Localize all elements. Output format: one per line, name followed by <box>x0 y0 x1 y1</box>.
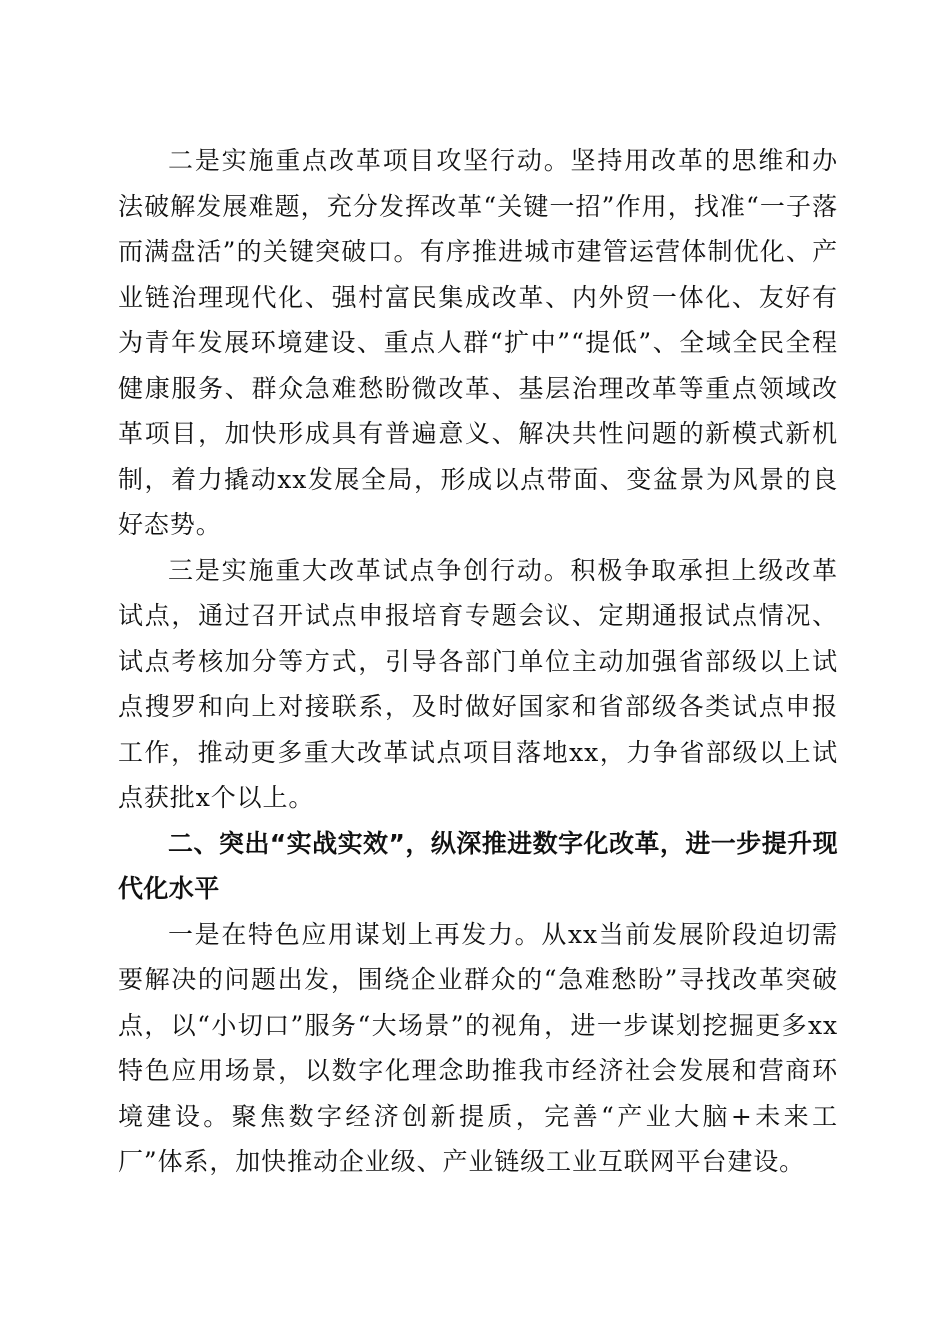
paragraph-pilot-programs: 三是实施重大改革试点争创行动。积极争取承担上级改革试点，通过召开试点申报培育专题会议、定期通报试点情况、试点考核加分等方式，引导各部门单位主动加强省部级以上试点搜罗和向上对接联系，及时做好国家和省部级各类试点申报工作，推动更多重大改革试点项目落地xx，力争省部级以上试点获批x个以上。 <box>118 555 838 812</box>
paragraph-reform-projects: 二是实施重点改革项目攻坚行动。坚持用改革的思维和办法破解发展难题，充分发挥改革“关键一招”作用，找准“一子落而满盘活”的关键突破口。有序推进城市建管运营体制优化、产业链治理现代化、强村富民集成改革、内外贸一体化、友好有为青年发展环境建设、重点人群“扩中”“提低”、全域全民全程健康服务、群众急难愁盼微改革、基层治理改革等重点领域改革项目，加快形成具有普遍意义、解决共性问题的新模式新机制，着力撬动xx发展全局，形成以点带面、变盆景为风景的良好态势。 <box>118 146 838 539</box>
section-heading: 二、突出“实战实效”，纵深推进数字化改革，进一步提升现代化水平 <box>118 828 838 903</box>
document-page <box>118 138 838 1185</box>
paragraph-special-applications: 一是在特色应用谋划上再发力。从xx当前发展阶段迫切需要解决的问题出发，围绕企业群众的“急难愁盼”寻找改革突破点，以“小切口”服务“大场景”的视角，进一步谋划挖掘更多xx特色应用场景，以数字化理念助推我市经济社会发展和营商环境建设。聚焦数字经济创新提质，完善“产业大脑+未来工厂”体系，加快推动企业级、产业链级工业互联网平台建设。 <box>118 919 838 1176</box>
